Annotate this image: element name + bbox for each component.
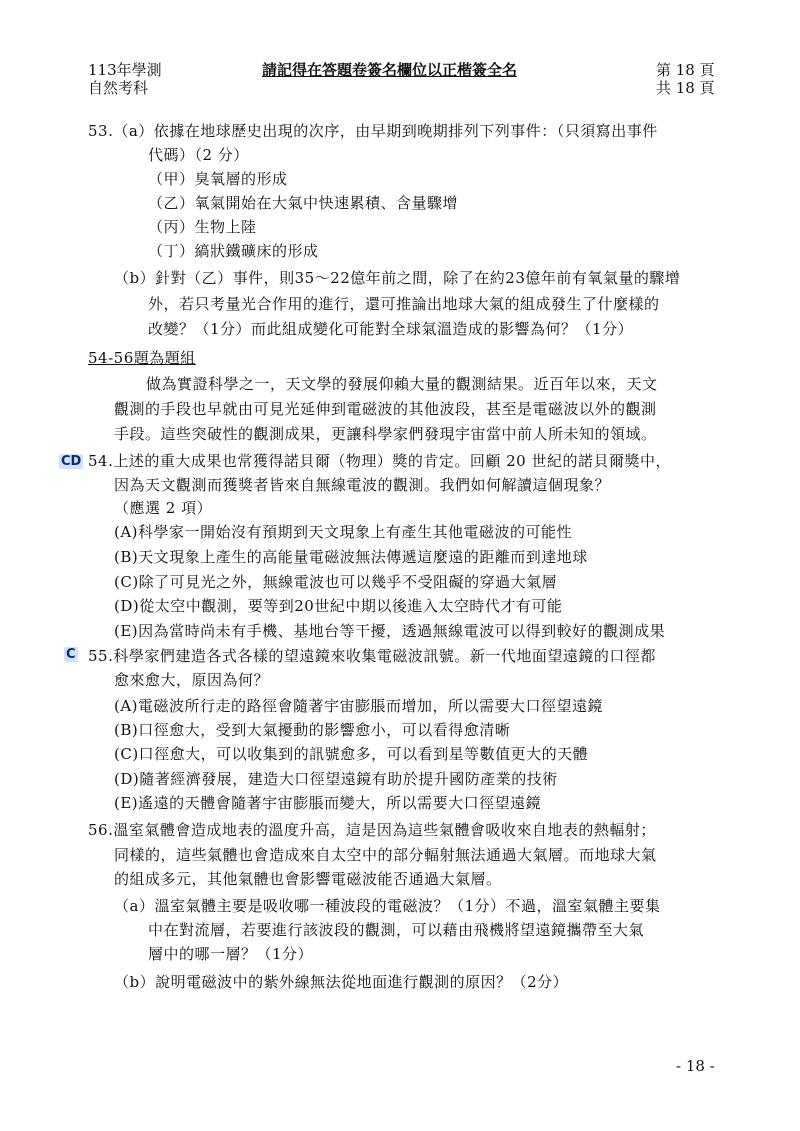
q54-line2: 因為天文觀測而獲獎者皆來自無線電波的觀測。我們如何解讀這個現象？ xyxy=(114,476,611,494)
q56-a-line1: （a）溫室氣體主要是吸收哪一種波段的電磁波？（1分）不過，溫室氣體主要集 xyxy=(114,897,661,915)
group-paragraph-line: 手段。這些突破性的觀測成果，更讓科學家們發現宇宙當中前人所未知的領域。 xyxy=(114,425,657,443)
subject: 自然考科 xyxy=(88,79,149,97)
q53-item: （丙）生物上陸 xyxy=(148,218,257,236)
q55-line1: 55.科學家們建造各式各樣的望遠鏡來收集電磁波訊號。新一代地面望遠鏡的口徑都 xyxy=(88,647,656,665)
q53-item: （乙）氧氣開始在大氣中快速累積、含量驟增 xyxy=(148,194,459,212)
q54-option: (E)因為當時尚未有手機、基地台等干擾，透過無線電波可以得到較好的觀測成果 xyxy=(114,622,666,640)
q53-a-line2: 代碼）（2 分） xyxy=(148,146,249,164)
q54-option: (C)除了可見光之外，無線電波也可以幾乎不受阻礙的穿過大氣層 xyxy=(114,573,558,591)
q55-option: (A)電磁波所行走的路徑會隨著宇宙膨脹而增加，所以需要大口徑望遠鏡 xyxy=(114,697,604,715)
exam-year: 113年學測 xyxy=(88,61,162,79)
q54-option: (B)天文現象上產生的高能量電磁波無法傳遞這麼遠的距離而到達地球 xyxy=(114,548,588,566)
header-left xyxy=(88,61,162,97)
q55-answer-badge: C xyxy=(66,647,76,662)
q54-answer-badge: CD xyxy=(61,454,82,469)
page-number-label: 第 18 頁 xyxy=(656,61,715,79)
q54-option: (A)科學家一開始沒有預期到天文現象上有產生其他電磁波的可能性 xyxy=(114,523,573,541)
q53-item: （丁）縞狀鐵礦床的形成 xyxy=(148,242,319,260)
header-right xyxy=(656,61,715,97)
q53-b-line1: （b）針對（乙）事件，則35～22億年前之間，除了在約23億年前有氧氣量的驟增 xyxy=(114,269,681,287)
group-title: 54-56題為題組 xyxy=(88,349,196,367)
footer-page-number: - 18 - xyxy=(676,1057,715,1075)
signature-notice: 請記得在答題卷簽名欄位以正楷簽全名 xyxy=(262,61,518,79)
q55-option: (D)隨著經濟發展，建造大口徑望遠鏡有助於提升國防產業的技術 xyxy=(114,770,558,788)
q55-option: (B)口徑愈大，受到大氣擾動的影響愈小，可以看得愈清晰 xyxy=(114,721,511,739)
q56-a-line3: 層中的哪一層？（1分） xyxy=(148,945,314,963)
q53-a-line1: 53.（a）依據在地球歷史出現的次序，由早期到晚期排列下列事件：（只須寫出事件 xyxy=(88,122,658,140)
q56-a-line2: 中在對流層，若要進行該波段的觀測，可以藉由飛機將望遠鏡攜帶至大氣 xyxy=(148,921,645,939)
q55-option: (C)口徑愈大，可以收集到的訊號愈多，可以看到星等數值更大的天體 xyxy=(114,745,589,763)
q53-b-line3: 改變？（1分）而此組成變化可能對全球氣溫造成的影響為何？（1分） xyxy=(148,320,634,338)
q55-option: (E)遙遠的天體會隨著宇宙膨脹而變大，所以需要大口徑望遠鏡 xyxy=(114,794,542,812)
q54-line3: （應選 2 項） xyxy=(114,499,213,517)
q53-b-line2: 外，若只考量光合作用的進行，還可推論出地球大氣的組成發生了什麼樣的 xyxy=(148,295,660,313)
q56-line1: 56.溫室氣體會造成地表的溫度升高，這是因為這些氣體會吸收來自地表的熱輻射； xyxy=(88,821,656,839)
q54-option: (D)從太空中觀測，要等到20世紀中期以後進入太空時代才有可能 xyxy=(114,597,563,615)
group-paragraph-line: 觀測的手段也早就由可見光延伸到電磁波的其他波段，甚至是電磁波以外的觀測 xyxy=(114,400,657,418)
q53-item: （甲）臭氧層的形成 xyxy=(148,170,288,188)
q56-line3: 的組成多元，其他氣體也會影響電磁波能否通過大氣層。 xyxy=(114,870,502,888)
group-paragraph-line: 做為實證科學之一，天文學的發展仰賴大量的觀測結果。近百年以來，天文 xyxy=(146,375,658,393)
q56-b-line1: （b）說明電磁波中的紫外線無法從地面進行觀測的原因？（2分） xyxy=(114,973,569,991)
page-total-label: 共 18 頁 xyxy=(656,79,715,97)
q56-line2: 同樣的，這些氣體也會造成來自太空中的部分輻射無法通過大氣層。而地球大氣 xyxy=(114,846,657,864)
q55-line2: 愈來愈大，原因為何？ xyxy=(114,671,270,689)
q54-line1: 54.上述的重大成果也常獲得諾貝爾（物理）獎的肯定。回顧 20 世紀的諾貝爾獎中， xyxy=(88,452,671,470)
